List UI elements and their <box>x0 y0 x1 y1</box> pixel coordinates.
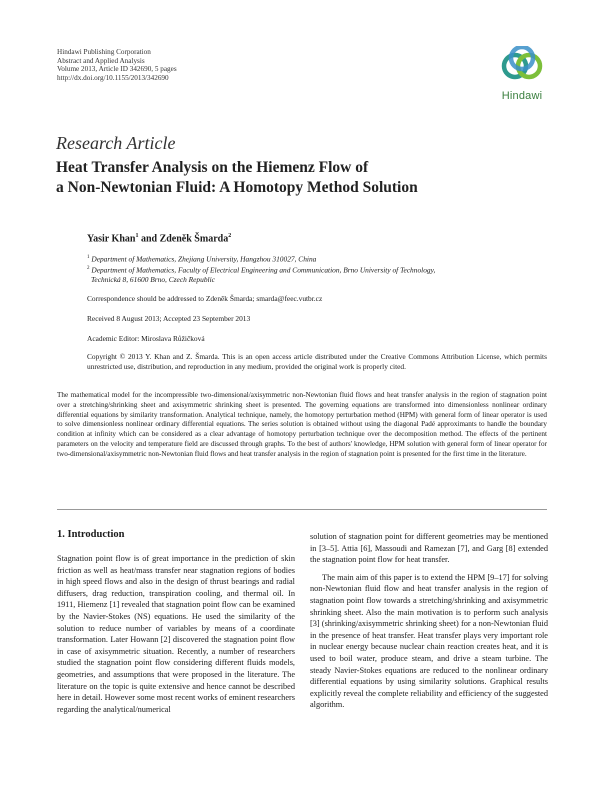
author-1: Yasir Khan <box>87 233 136 245</box>
affiliation-1-text: Department of Mathematics, Zhejiang University, Hangzhou 310027, China <box>91 254 317 264</box>
title-line-1: Heat Transfer Analysis on the Hiemenz Flow of <box>56 159 369 176</box>
affiliation-1 <box>87 253 527 264</box>
author-separator: and <box>138 233 160 245</box>
abstract: The mathematical model for the incompressible two-dimensional/axisymmetric non-Newtonian fluid flows and heat transfer analysis in the region of stagnation point over a stretching/shrinking sheet and axisymmetric shrinking sheet is presented. The governing equations are transformed into dimensionless nonlinear ordinary differential equations by similarity transformation. Analytical technique, namely, the homotopy perturbation method (HPM) with general form of linear operator is used to solve dimensionless nonlinear ordinary differential equations. The series solution is obtained without using the diagonal Padé approximants to handle the boundary condition at infinity which can be considered as a clear advantage of homotopy perturbation technique over the decomposition method. The effects of the pertinent parameters on the velocity and temperature field are discussed through graphs. To the best of authors' knowledge, HPM solution with general form of linear operator for two-dimensional/axisymmetric non-Newtonian fluid flows and heat transfer analysis in the region of stagnation point is presented for the first time in the literature. <box>57 391 547 458</box>
section-divider <box>57 509 547 510</box>
intro-paragraph-2: The main aim of this paper is to extend the HPM [9–17] for solving non-Newtonian fluid flow and heat transfer analysis in the region of stagnation point flow towards a stretching/shrinking and axisymmetric shrinking sheet. Also the main motivation is to perform such analysis [3] (shrinking/axisymmetric shrinking sheet) for a non-Newtonian fluid in the presence of heat transfer. Heat transfer plays very important role in nuclear energy because nuclear chain reaction creates heat, and it is used to boil water, produce steam, and drive a steam turbine. The steady Navier-Stokes equations are reduced to the nonlinear ordinary differential equations by using similarity solutions. Graphical results explicitly reveal the complete reliability and efficiency of the suggested algorithm. <box>310 572 548 710</box>
copyright-notice: Copyright © 2013 Y. Khan and Z. Šmarda. This is an open access article distributed under the Creative Commons Attribution License, which permits unrestricted use, distribution, and reproduction in any medium, provided the original work is properly cited. <box>87 352 547 371</box>
author-2: Zdeněk Šmarda <box>159 233 229 245</box>
academic-editor: Academic Editor: Miroslava Růžičková <box>87 334 205 343</box>
body-column-right <box>310 531 548 711</box>
affiliation-2-sup: 2 <box>87 266 90 271</box>
publisher-name: Hindawi Publishing Corporation <box>57 48 151 56</box>
affiliation-2-line-2: Technická 8, 61600 Brno, Czech Republic <box>91 275 215 285</box>
journal-info <box>57 48 177 82</box>
intro-paragraph-1: Stagnation point flow is of great importance in the prediction of skin friction as well as heat/mass transfer near stagnation regions of bodies in high speed flows and also in the design of thrust bearings and radial diffusers, drag reduction, transpiration cooling, and thermal oil. In 1911, Hiemenz [1] revealed that stagnation point flow can be examined by the Navier-Stokes (NS) equations. He used the similarity of the solution to reduce number of variables by means of a coordinate transformation. Later Howann [2] discovered the stagnation point flow in case of axisymmetric situation. Recently, a number of researchers studied the stagnation point flow considering different fluids models, geometries, and assumptions that were proposed in the literature. The literature on the topic is quite extensive and hence cannot be described here in detail. However some most recent works of eminent researchers regarding the analytical/numerical <box>57 554 295 714</box>
doi-link[interactable]: http://dx.doi.org/10.1155/2013/342690 <box>57 73 169 82</box>
author-list <box>87 233 231 244</box>
title-line-2: a Non-Newtonian Fluid: A Homotopy Method Solution <box>56 179 418 196</box>
intro-paragraph-1-continued: solution of stagnation point for different geometries may be mentioned in [3–5]. Attia [6], Massoudi and Ramezan [7], and Garg [8] extended the stagnation point flow for heat transfer. <box>310 532 548 565</box>
journal-name: Abstract and Applied Analysis <box>57 56 145 65</box>
affiliation-2-line-1: Department of Mathematics, Faculty of Electrical Engineering and Communication, Brno University of Technology, <box>91 265 436 275</box>
body-column-left <box>57 553 295 715</box>
received-accepted-dates: Received 8 August 2013; Accepted 23 September 2013 <box>87 314 251 323</box>
article-type: Research Article <box>56 133 176 153</box>
author-2-sup: 2 <box>228 233 232 239</box>
affiliation-2 <box>87 264 527 285</box>
hindawi-logo-text: Hindawi <box>501 90 543 102</box>
affiliation-1-sup: 1 <box>87 255 90 260</box>
author-1-sup: 1 <box>135 233 139 239</box>
correspondence: Correspondence should be addressed to Zdeněk Šmarda; smarda@feec.vutbr.cz <box>87 294 323 303</box>
section-heading-introduction: 1. Introduction <box>57 529 125 540</box>
article-title <box>56 158 526 198</box>
volume-info: Volume 2013, Article ID 342690, 5 pages <box>57 65 177 74</box>
